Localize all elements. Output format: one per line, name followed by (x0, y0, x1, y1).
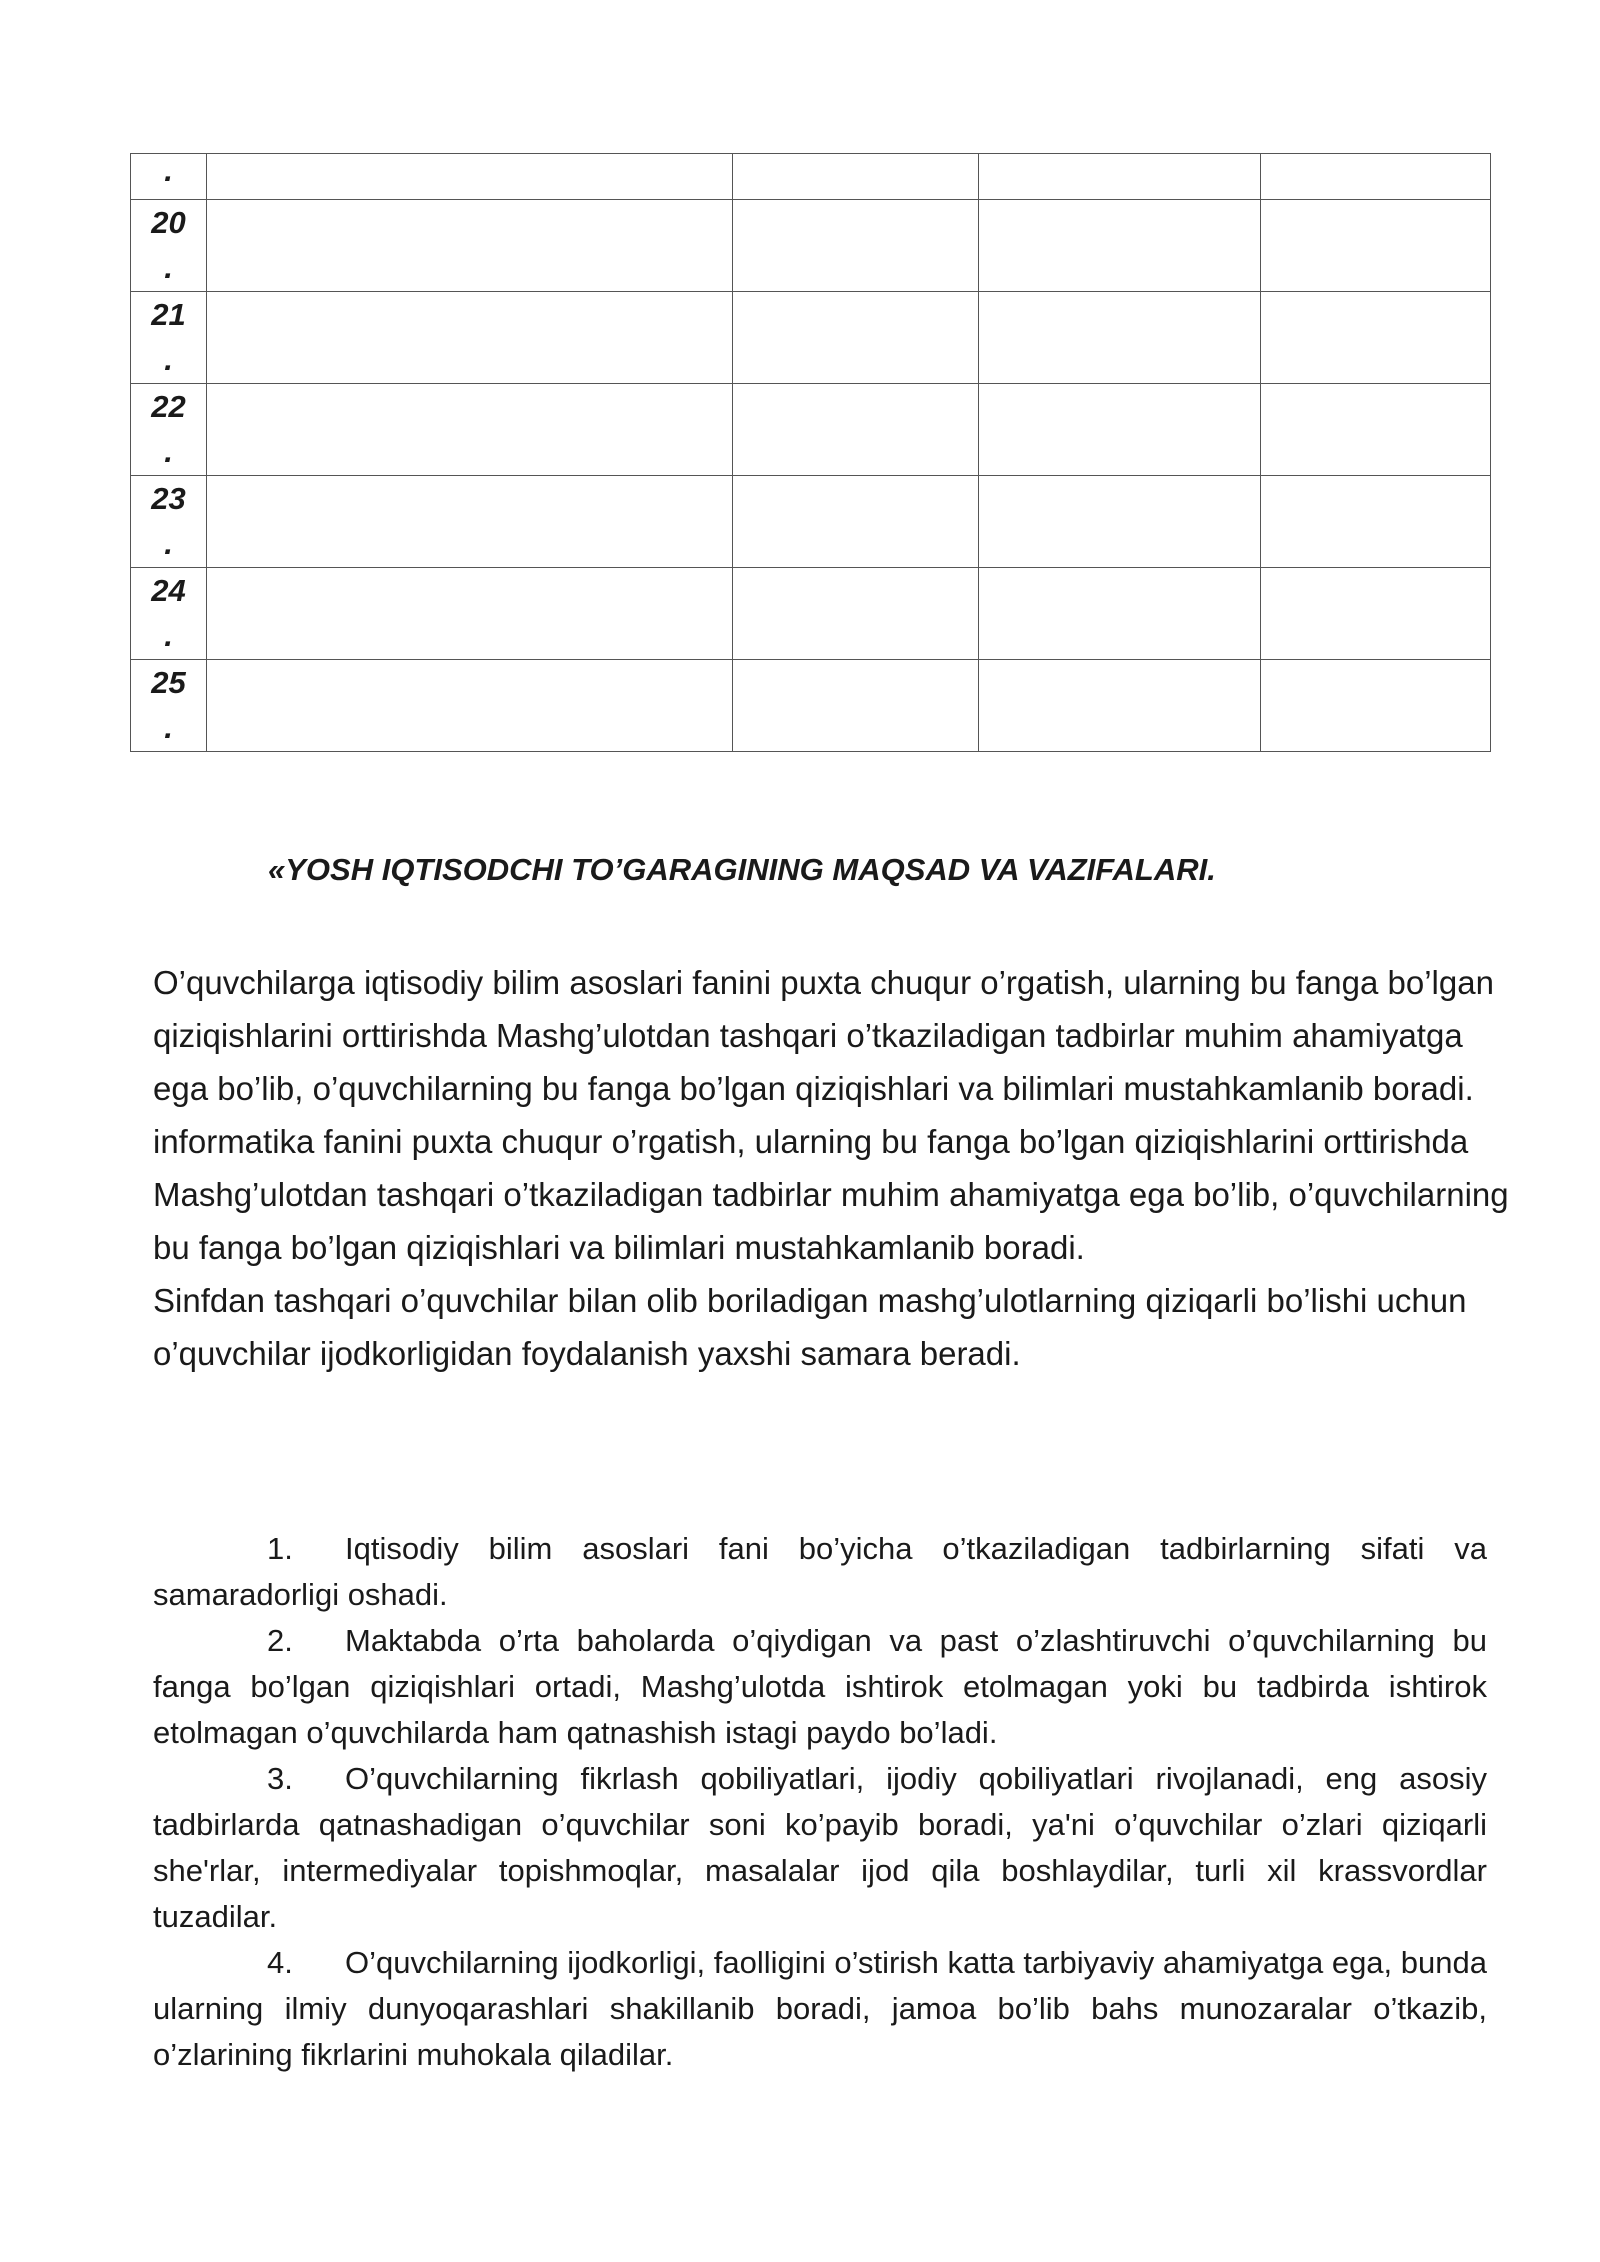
table-cell (733, 292, 979, 384)
intro-paragraph: Sinfdan tashqari o’quvchilar bilan olib boriladigan mashg’ulotlarning qiziqarli bo’lishi uchun o’quvchilar ijodkorligidan foydalanish yaxshi samara beradi. (153, 1282, 1467, 1372)
table-cell (733, 384, 979, 476)
table-cell (207, 200, 733, 292)
row-number: 22 (151, 389, 186, 424)
section-heading: «YOSH IQTISODCHI TO’GARAGINING MAQSAD VA VAZIFALARI. (268, 852, 1216, 887)
row-number: 21 (151, 297, 186, 332)
table-cell (1261, 292, 1491, 384)
row-number-dot: . (164, 526, 173, 561)
row-number-dot: . (164, 342, 173, 377)
table-cell (979, 568, 1261, 660)
table-cell (207, 292, 733, 384)
table-row (131, 568, 1491, 660)
row-number-dot: . (164, 434, 173, 469)
list-item (153, 1940, 1487, 2078)
table-row (131, 476, 1491, 568)
row-number-dot: . (164, 618, 173, 653)
table-cell (733, 476, 979, 568)
table-row (131, 660, 1491, 752)
table-cell (1261, 154, 1491, 200)
table-row (131, 200, 1491, 292)
table-cell (1261, 568, 1491, 660)
table-cell (207, 568, 733, 660)
intro-text (153, 956, 1513, 1380)
table-cell (979, 292, 1261, 384)
row-number-cell (131, 568, 207, 660)
list-item (153, 1526, 1487, 1618)
table-row (131, 384, 1491, 476)
list-item-number: 1. (267, 1531, 293, 1566)
list-item-number: 2. (267, 1623, 293, 1658)
list-item (153, 1618, 1487, 1756)
table-cell (1261, 660, 1491, 752)
row-number-cell (131, 476, 207, 568)
table-cell (207, 154, 733, 200)
list-item (153, 1756, 1487, 1940)
table-cell (979, 660, 1261, 752)
row-number-dot: . (164, 250, 173, 285)
participants-table (130, 153, 1491, 752)
row-number-cell (131, 200, 207, 292)
row-number-cell (131, 660, 207, 752)
table-cell (979, 384, 1261, 476)
list-item-text: Maktabda o’rta baholarda o’qiydigan va past o’zlashtiruvchi o’quvchilarning bu fanga bo’lgan qiziqishlari ortadi, Mashg’ulotda ishtirok etolmagan yoki bu tadbirda ishtirok etolmagan o’quvchilarda ham qatnashish istagi paydo bo’ladi. (153, 1623, 1487, 1750)
table-cell (733, 154, 979, 200)
list-item-text: O’quvchilarning ijodkorligi, faolligini o’stirish katta tarbiyaviy ahamiyatga ega, bunda ularning ilmiy dunyoqarashlari shakillanib boradi, jamoa bo’lib bahs munozaralar o’tkazib, o’zlarining fikrlarini muhokala qiladilar. (153, 1945, 1487, 2072)
table-row (131, 154, 1491, 200)
numbered-list (153, 1526, 1487, 2078)
row-number-cell (131, 154, 207, 200)
table-cell (1261, 384, 1491, 476)
table-cell (733, 200, 979, 292)
table-cell (1261, 200, 1491, 292)
table-cell (979, 154, 1261, 200)
row-number: 20 (151, 205, 186, 240)
list-item-text: Iqtisodiy bilim asoslari fani bo’yicha o’tkaziladigan tadbirlarning sifati va samaradorligi oshadi. (153, 1531, 1487, 1612)
table-cell (733, 568, 979, 660)
row-number: 25 (151, 665, 186, 700)
row-number-cell (131, 384, 207, 476)
table-cell (733, 660, 979, 752)
list-item-text: O’quvchilarning fikrlash qobiliyatlari, ijodiy qobiliyatlari rivojlanadi, eng asosiy tadbirlarda qatnashadigan o’quvchilar soni ko’payib boradi, ya'ni o’quvchilar o’zlari qiziqarli she'rlar, intermediyalar topishmoqlar, masalalar ijod qila boshlaydilar, turli xil krassvordlar tuzadilar. (153, 1761, 1487, 1934)
row-number: 24 (151, 573, 186, 608)
table-row (131, 292, 1491, 384)
table-cell (1261, 476, 1491, 568)
intro-paragraph: O’quvchilarga iqtisodiy bilim asoslari fanini puxta chuqur o’rgatish, ularning bu fanga bo’lgan qiziqishlarini orttirishda Mashg’ulotdan tashqari o’tkaziladigan tadbirlar muhim ahamiyatga ega bo’lib, o’quvchilarning bu fanga bo’lgan qiziqishlari va bilimlari mustahkamlanib boradi. informatika fanini puxta chuqur o’rgatish, ularning bu fanga bo’lgan qiziqishlarini orttirishda Mashg’ulotdan tashqari o’tkaziladigan tadbirlar muhim ahamiyatga ega bo’lib, o’quvchilarning bu fanga bo’lgan qiziqishlari va bilimlari mustahkamlanib boradi. (153, 964, 1509, 1266)
list-item-number: 4. (267, 1945, 293, 1980)
table-cell (207, 660, 733, 752)
row-number-cell (131, 292, 207, 384)
list-item-number: 3. (267, 1761, 293, 1796)
row-number-dot: . (164, 710, 173, 745)
row-number: 23 (151, 481, 186, 516)
table-cell (979, 476, 1261, 568)
row-number-dot: . (164, 153, 173, 188)
table-cell (207, 476, 733, 568)
table-cell (207, 384, 733, 476)
table-cell (979, 200, 1261, 292)
